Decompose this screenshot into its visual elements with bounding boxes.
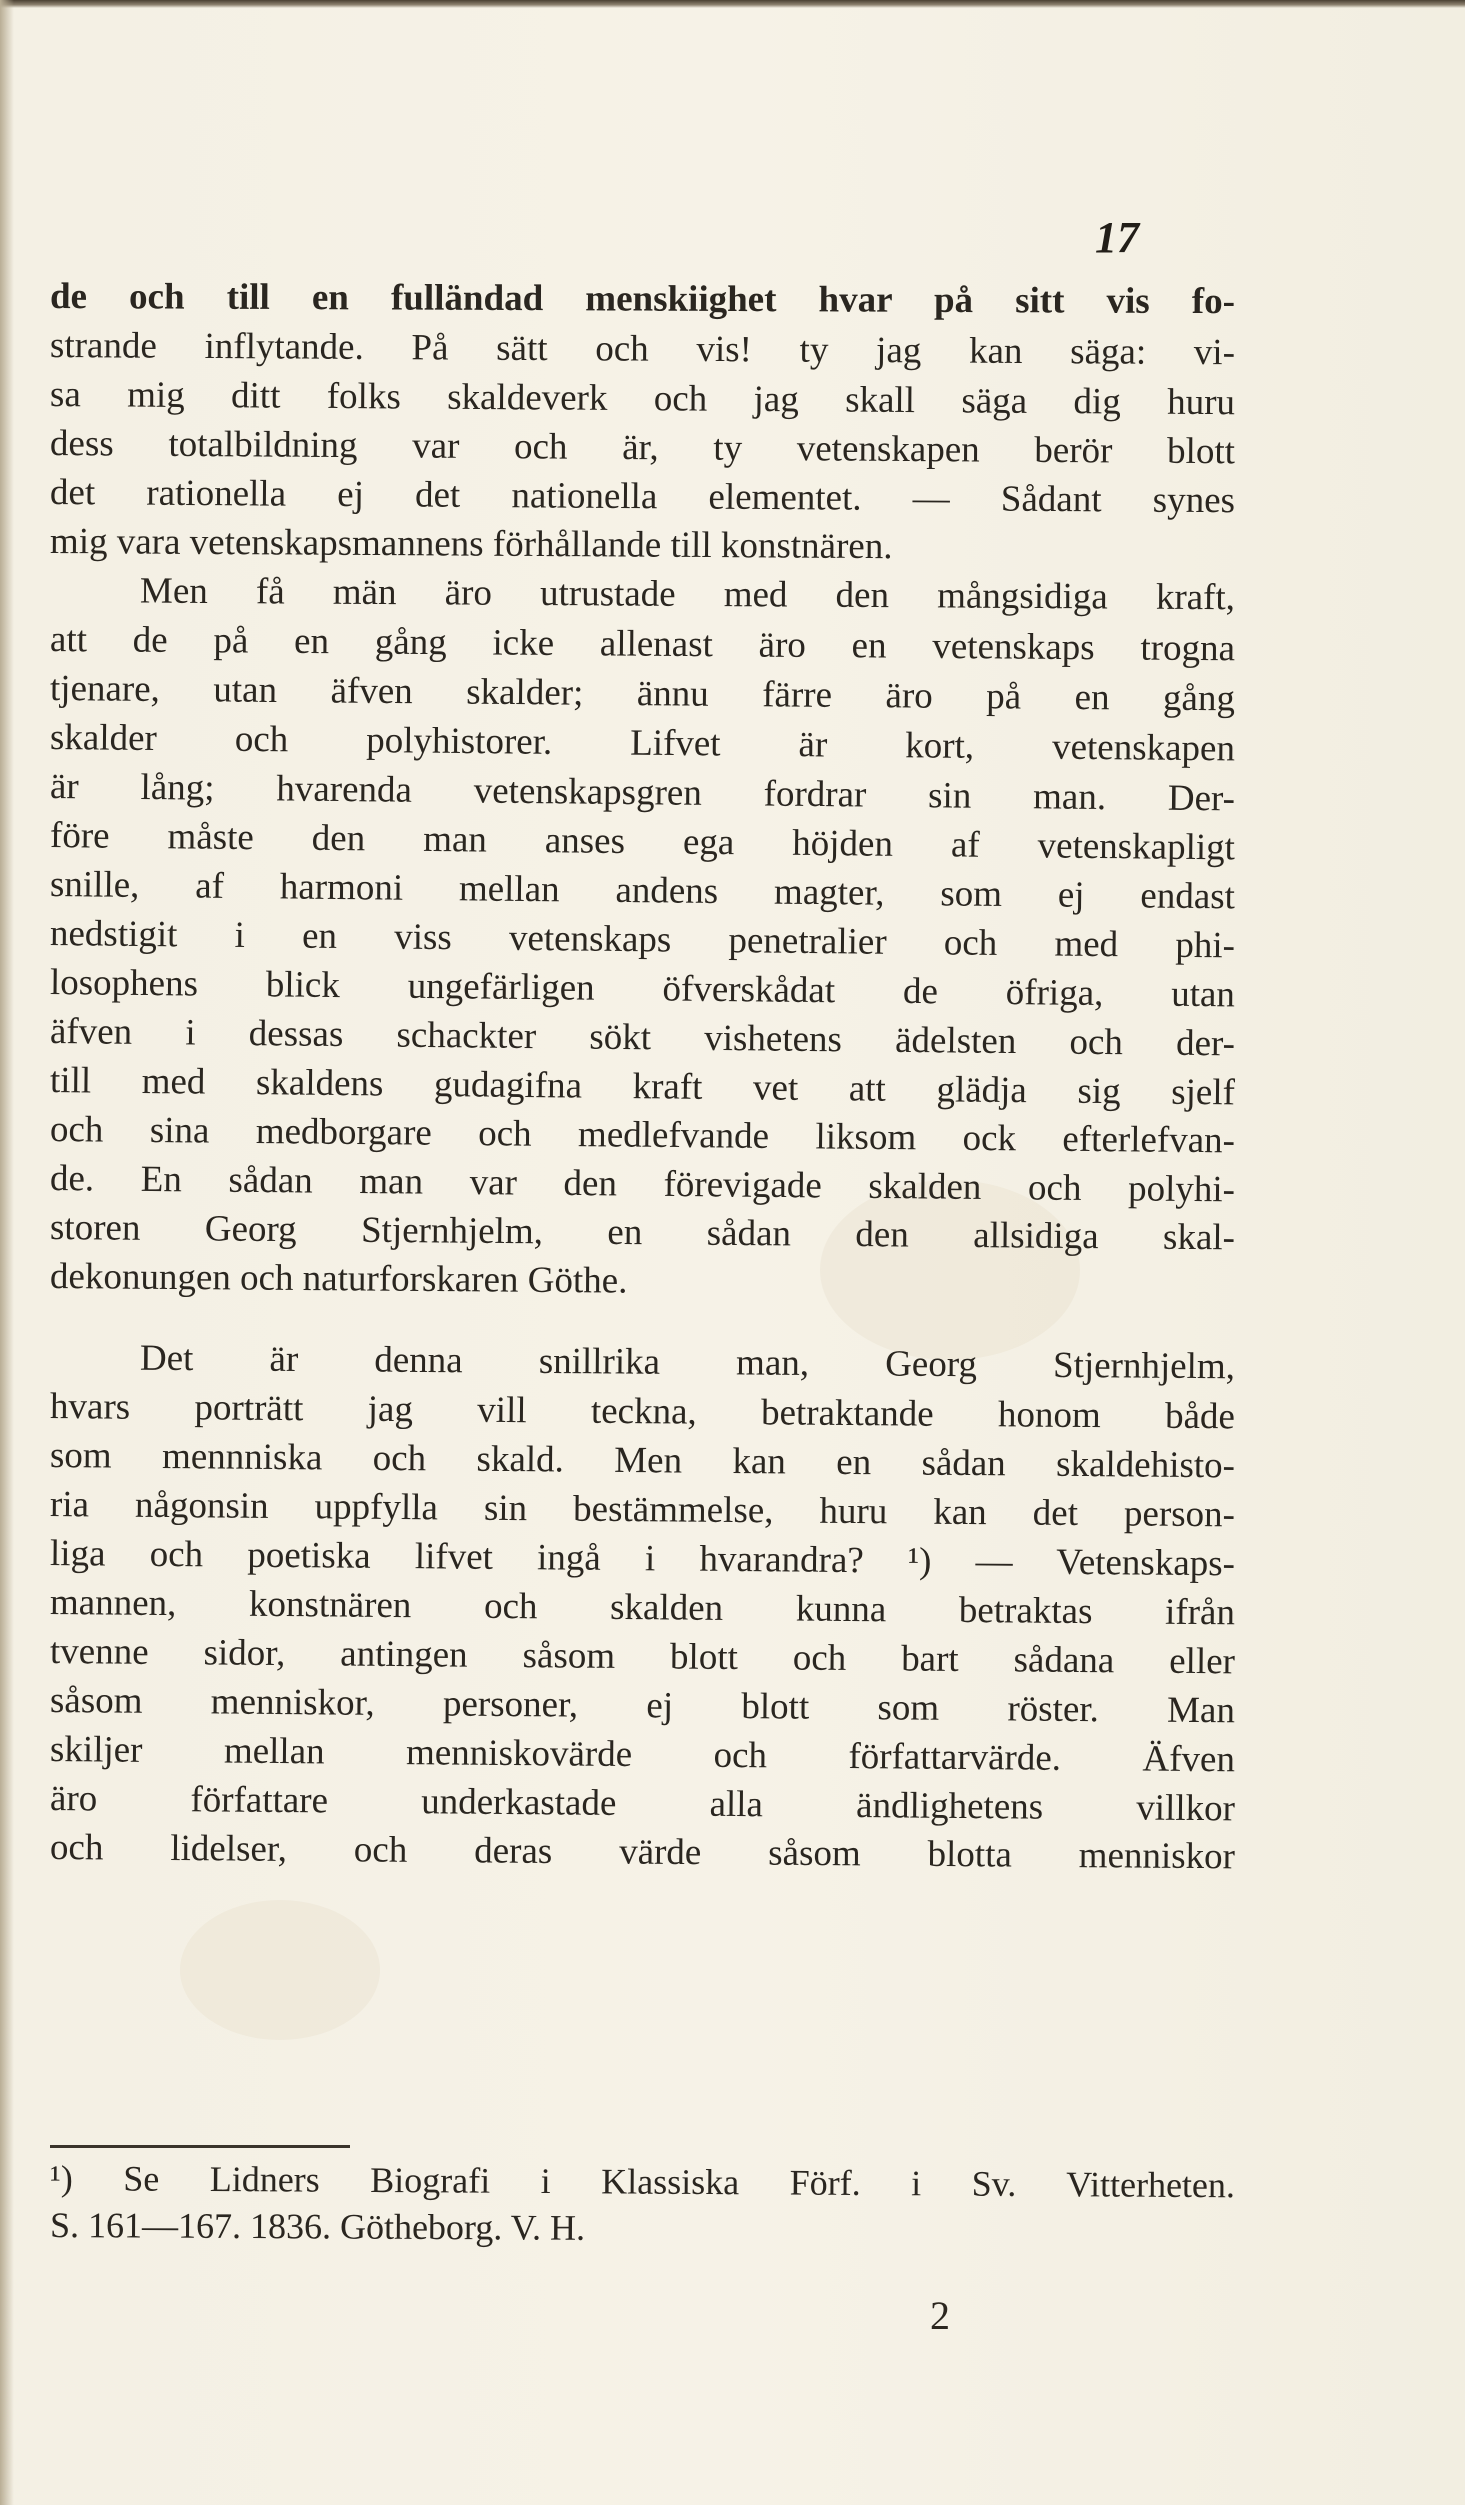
text-line: det rationella ej det nationella elementet. — Sådant synes [49, 472, 1236, 522]
text-line: mannen, konstnären och skalden kunna betraktas ifrån [49, 1582, 1236, 1634]
footnote-line: S. 161—167. 1836. Götheborg. V. H. [49, 2205, 586, 2248]
text-line: losophens blick ungefärligen öfverskådat de öfriga, utan [49, 962, 1236, 1016]
text-line: äro författare underkastade alla ändlighetens villkor [49, 1778, 1236, 1830]
text-line: Men få män äro utrustade med den mångsidiga kraft, [139, 570, 1236, 619]
text-line: dess totalbildning var och är, ty vetenskapen berör blott [49, 423, 1236, 473]
text-line: mig vara vetenskapsmannens förhållande till konstnären. [49, 521, 893, 568]
body-text [49, 272, 1236, 1878]
footnote [50, 2155, 1235, 2249]
text-line: snille, af harmoni mellan andens magter, som ej endast [49, 864, 1236, 918]
text-line: äfven i dessas schackter sökt vishetens ädelsten och der- [49, 1011, 1236, 1065]
text-line: tjenare, utan äfven skalder; ännu färre äro på en gång [49, 668, 1236, 720]
page-top-edge [0, 0, 1465, 8]
text-line: ria någonsin uppfylla sin bestämmelse, huru kan det person- [49, 1484, 1236, 1536]
text-line: de och till en fulländad menskiighet hvar på sitt vis fo- [49, 276, 1236, 323]
text-line: nedstigit i en viss vetenskaps penetralier och med phi- [49, 913, 1236, 967]
text-line: strande inflytande. På sätt och vis! ty jag kan säga: vi- [49, 325, 1236, 374]
page-number: 17 [1095, 213, 1139, 262]
text-line: att de på en gång icke allenast äro en vetenskaps trogna [49, 619, 1236, 670]
text-line: de. En sådan man var den förevigade skalden och polyhi- [49, 1158, 1236, 1211]
text-line: storen Georg Stjernhjelm, en sådan den allsidiga skal- [49, 1207, 1236, 1259]
text-line: skiljer mellan menniskovärde och författarvärde. Äfven [49, 1729, 1236, 1781]
text-line: och lidelser, och deras värde såsom blotta menniskor [49, 1827, 1236, 1878]
footnote-line: ¹) Se Lidners Biografi i Klassiska Förf. i Sv. Vitterheten. [49, 2158, 1236, 2206]
text-line: skalder och polyhistorer. Lifvet är kort, vetenskapen [49, 717, 1236, 770]
text-line: hvars porträtt jag vill teckna, betraktande honom både [49, 1386, 1236, 1438]
page-binding-edge [0, 0, 14, 2505]
text-line: som mennniska och skald. Men kan en sådan skaldehisto- [49, 1435, 1236, 1487]
text-line: sa mig ditt folks skaldeverk och jag skall säga dig huru [49, 374, 1236, 424]
text-line: till med skaldens gudagifna kraft vet att glädja sig sjelf [49, 1060, 1236, 1114]
text-line: dekonungen och naturforskaren Göthe. [49, 1256, 628, 1302]
text-line: är lång; hvarenda vetenskapsgren fordrar sin man. Der- [49, 766, 1236, 820]
text-line: liga och poetiska lifvet ingå i hvarandra? ¹) — Vetenskaps- [49, 1533, 1236, 1585]
footnote-divider [50, 2145, 350, 2148]
text-line: Det är denna snillrika man, Georg Stjernhjelm, [139, 1337, 1236, 1388]
text-line: före måste den man anses ega höjden af vetenskapligt [49, 815, 1236, 869]
text-line: tvenne sidor, antingen såsom blott och bart sådana eller [49, 1631, 1236, 1683]
paper-stain [180, 1900, 380, 2040]
text-line: såsom menniskor, personer, ej blott som röster. Man [49, 1680, 1236, 1732]
text-line: och sina medborgare och medlefvande liksom ock efterlefvan- [49, 1109, 1236, 1162]
printer-signature-mark: 2 [930, 2293, 950, 2338]
